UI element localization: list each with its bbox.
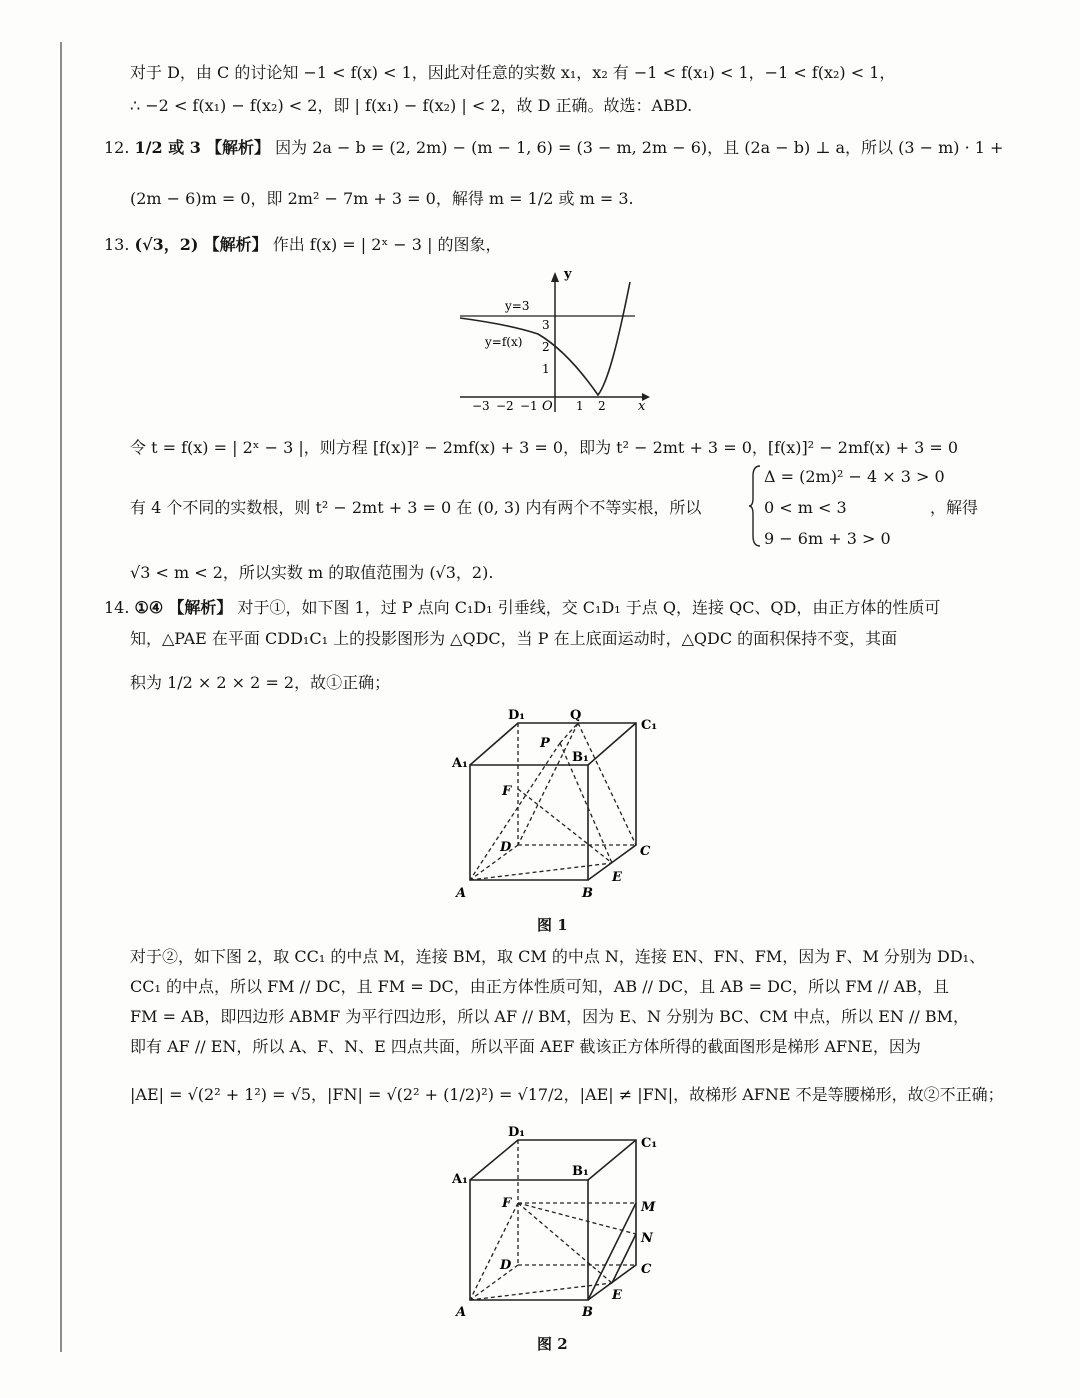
question-12-line-1 (104, 137, 1040, 159)
question-12-text: 因为 2a − b = (2, 2m) − (m − 1, 6) = (3 − m, 2m − 6)，且 (2a − b) ⊥ a，所以 (3 − m) · 1 + (275, 138, 1004, 157)
fig1-label-B: B (582, 886, 593, 901)
graph-curve-label: y=f(x) (485, 335, 523, 349)
question-14-analysis-tag: 【解析】 (168, 598, 233, 617)
figure-2-cube (448, 1125, 668, 1321)
question-14-line-1 (104, 597, 1040, 619)
question-14-line-5: CC₁ 的中点，所以 FM // DC，且 FM = DC，由正方体性质可知，AB // DC，且 AB = DC，所以 FM // AB，且 (130, 977, 950, 996)
question-13-number: 13. (104, 235, 130, 254)
y-axis-arrow-icon (551, 272, 559, 282)
question-12-line-2: (2m − 6)m = 0，即 2m² − 7m + 3 = 0，解得 m = 1/2 或 m = 3. (130, 189, 634, 208)
text-line-d-discussion: 对于 D，由 C 的讨论知 −1 < f(x) < 1，因此对任意的实数 x₁，x₂ 有 −1 < f(x₁) < 1，−1 < f(x₂) < 1， (130, 63, 896, 82)
question-14-line-8: |AE| = √(2² + 1²) = √5，|FN| = √(2² + (1/2)²) = √17/2，|AE| ≠ |FN|，故梯形 AFNE 不是等腰梯形，故②不正确； (130, 1085, 1004, 1104)
graph-origin-label: O (542, 399, 553, 414)
question-13-answer: (√3，2) (134, 235, 199, 254)
x-tick-label: −1 (520, 399, 538, 413)
fig2-label-B1: B₁ (572, 1164, 589, 1179)
question-14-line-7: 即有 AF // EN，所以 A、F、N、E 四点共面，所以平面 AEF 截该正方体所得的截面图形是梯形 AFNE，因为 (130, 1037, 921, 1056)
fig2-label-M: M (641, 1200, 656, 1215)
text-line-d-conclusion: ∴ −2 < f(x₁) − f(x₂) < 2，即 | f(x₁) − f(x₂) | < 2，故 D 正确。故选：ABD. (130, 96, 693, 115)
question-14-line-2: 知，△PAE 在平面 CDD₁C₁ 上的投影图形为 △QDC，当 P 在上底面运动时，△QDC 的面积保持不变，其面 (130, 629, 898, 648)
system-brace-icon (748, 464, 762, 548)
fig2-label-E: E (612, 1288, 622, 1303)
question-13-analysis-tag: 【解析】 (203, 235, 268, 254)
fig1-label-B1: B₁ (572, 750, 589, 765)
x-tick-label: −3 (472, 399, 490, 413)
question-14-line-6: FM = AB，即四边形 ABMF 为平行四边形，所以 AF // BM，因为 E、N 分别为 BC、CM 中点，所以 EN // BM， (130, 1007, 969, 1026)
fig1-label-E: E (612, 870, 622, 885)
question-13-line-3 (130, 497, 1040, 519)
fig2-label-C: C (641, 1262, 652, 1277)
y-tick-label: 2 (542, 340, 550, 354)
figure-1-cube (448, 705, 668, 903)
page-margin-line (60, 42, 62, 1352)
question-13-line-1 (104, 234, 1040, 256)
fig2-label-A1: A₁ (452, 1172, 468, 1187)
figure-2-caption: 图 2 (537, 1335, 568, 1353)
question-13-text: 作出 f(x) = | 2ˣ − 3 | 的图象， (272, 235, 502, 254)
fig2-label-D1: D₁ (508, 1125, 525, 1140)
question-13-line-2: 令 t = f(x) = | 2ˣ − 3 |，则方程 [f(x)]² − 2mf(x) + 3 = 0，即为 t² − 2mt + 3 = 0，[f(x)]² − 2mf(x) + 3 = 0 (130, 438, 959, 457)
figure-1-caption: 图 1 (537, 916, 568, 934)
x-tick-label: 2 (598, 399, 606, 413)
question-14-answer: ①④ (134, 598, 164, 617)
fig1-label-F: F (502, 784, 512, 799)
question-13-condition: 有 4 个不同的实数根，则 t² − 2mt + 3 = 0 在 (0, 3) 内有两个不等实根，所以 (130, 498, 702, 517)
fig1-label-A1: A₁ (452, 756, 468, 771)
fig2-label-D: D (500, 1258, 512, 1273)
fig2-label-F: F (502, 1196, 512, 1211)
question-14-line-3: 积为 1/2 × 2 × 2 = 2，故①正确； (130, 673, 391, 692)
x-tick-label: −2 (496, 399, 514, 413)
graph-x-label: x (638, 399, 646, 414)
question-13-line-4: √3 < m < 2，所以实数 m 的取值范围为 (√3，2). (130, 563, 494, 582)
y-tick-label: 3 (542, 318, 550, 332)
function-graph (450, 262, 660, 422)
graph-y-label: y (564, 267, 572, 282)
fig1-label-C: C (640, 844, 651, 859)
question-12-answer: 1/2 或 3 (134, 138, 201, 157)
fig2-label-C1: C₁ (641, 1136, 658, 1151)
fig2-label-N: N (641, 1231, 653, 1246)
y-tick-label: 1 (542, 362, 550, 376)
fig1-label-C1: C₁ (641, 718, 658, 733)
question-13-solve-word: ，解得 (930, 498, 979, 517)
fig1-label-D: D (500, 840, 512, 855)
question-12-number: 12. (104, 138, 130, 157)
question-14-number: 14. (104, 598, 130, 617)
graph-line-label: y=3 (505, 299, 530, 313)
fig1-label-Q: Q (570, 708, 582, 723)
system-equation-1: Δ = (2m)² − 4 × 3 > 0 (764, 467, 945, 486)
fig2-label-B: B (582, 1305, 593, 1320)
system-equation-3: 9 − 6m + 3 > 0 (764, 529, 891, 548)
question-12-analysis-tag: 【解析】 (206, 138, 271, 157)
x-tick-label: 1 (576, 399, 584, 413)
question-14-text: 对于①，如下图 1，过 P 点向 C₁D₁ 引垂线，交 C₁D₁ 于点 Q，连接 QC、QD，由正方体的性质可 (237, 598, 941, 617)
question-14-line-4: 对于②，如下图 2，取 CC₁ 的中点 M，连接 BM，取 CM 的中点 N，连接 EN、FN、FM，因为 F、M 分别为 DD₁、 (130, 947, 986, 966)
fig2-label-A: A (456, 1305, 467, 1320)
fig1-label-P: P (540, 736, 550, 751)
fig1-label-A: A (456, 886, 467, 901)
fig1-label-D1: D₁ (508, 708, 525, 723)
system-equation-2: 0 < m < 3 (764, 498, 847, 517)
